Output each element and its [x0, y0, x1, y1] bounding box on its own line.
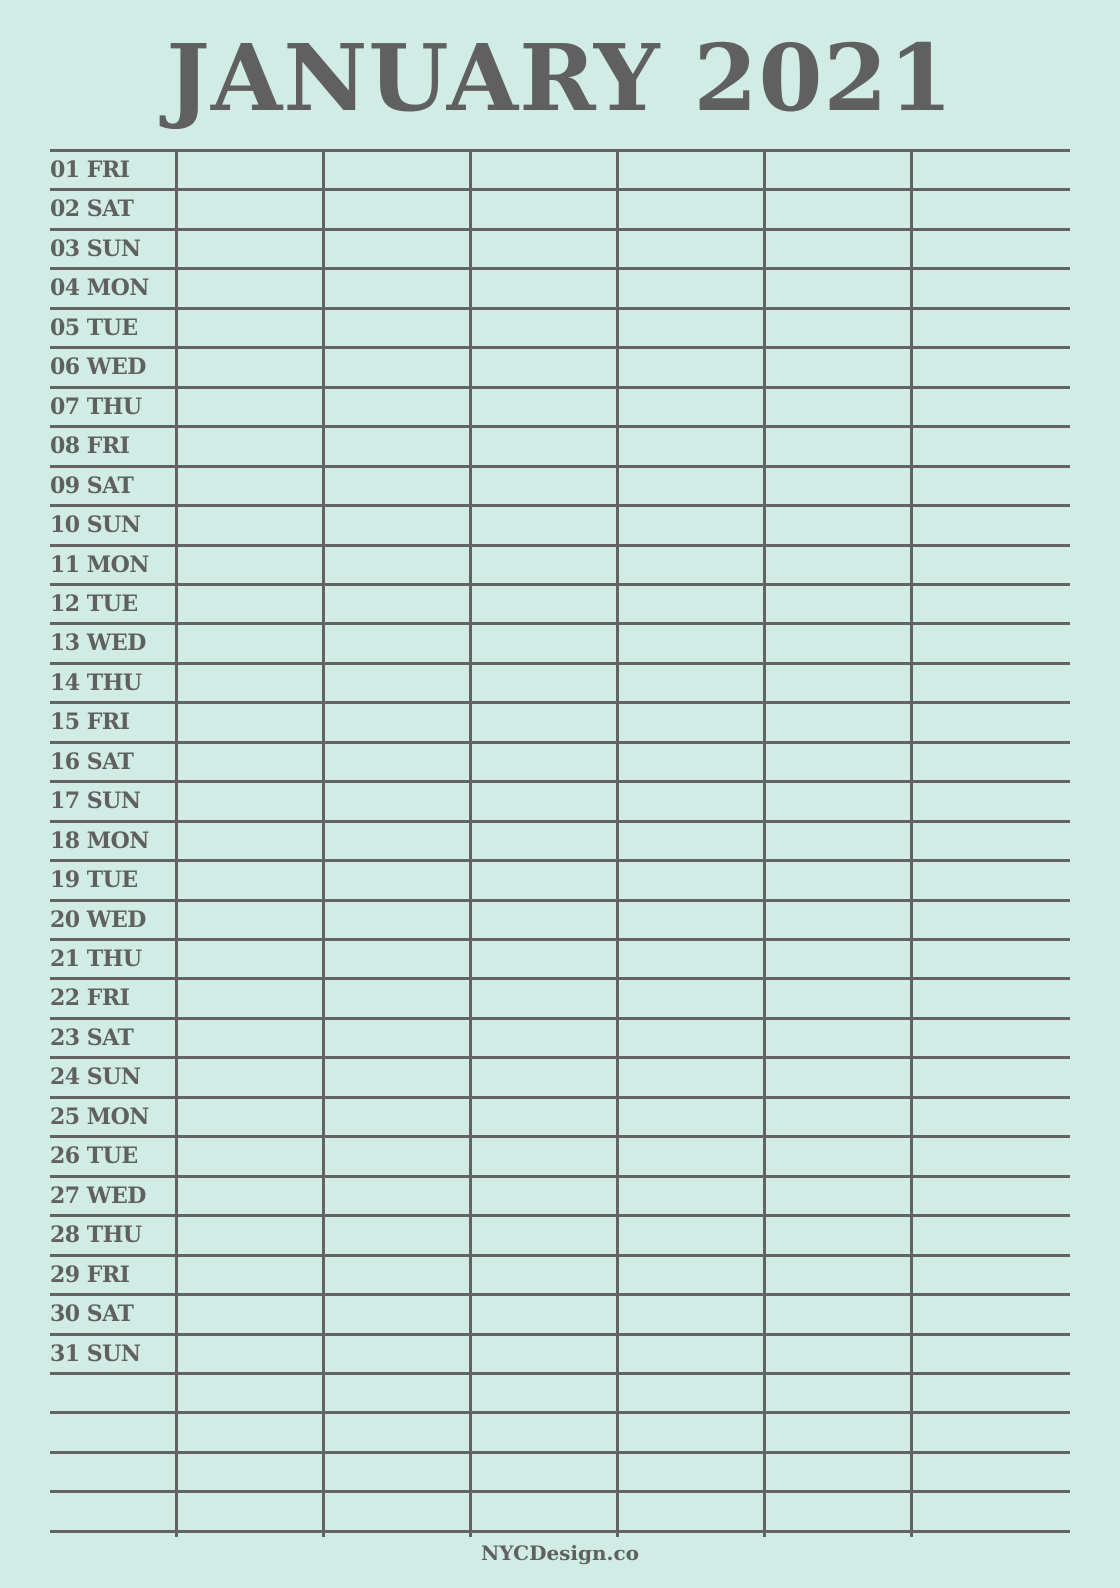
row-divider	[50, 307, 1070, 310]
day-label: 02 SAT	[50, 196, 134, 222]
day-label: 13 WED	[50, 630, 146, 656]
page-title: JANUARY 2021	[166, 24, 954, 132]
row-divider	[50, 1451, 1070, 1454]
row-divider	[50, 1056, 1070, 1059]
day-label: 21 THU	[50, 946, 142, 972]
row-divider	[50, 1135, 1070, 1138]
day-label: 23 SAT	[50, 1025, 134, 1051]
row-divider	[50, 583, 1070, 586]
row-divider	[50, 267, 1070, 270]
row-divider	[50, 741, 1070, 744]
day-label: 27 WED	[50, 1183, 146, 1209]
day-label: 29 FRI	[50, 1262, 130, 1288]
column-divider	[616, 150, 619, 1537]
column-divider	[175, 150, 178, 1537]
row-divider	[50, 1333, 1070, 1336]
row-divider	[50, 425, 1070, 428]
day-label: 16 SAT	[50, 749, 134, 775]
day-label: 24 SUN	[50, 1064, 141, 1090]
row-divider	[50, 1017, 1070, 1020]
day-label: 06 WED	[50, 354, 146, 380]
column-divider	[763, 150, 766, 1537]
day-label: 20 WED	[50, 907, 146, 933]
day-label: 26 TUE	[50, 1143, 138, 1169]
column-divider	[910, 150, 913, 1537]
row-divider	[50, 504, 1070, 507]
row-divider	[50, 1530, 1070, 1533]
day-label: 25 MON	[50, 1104, 149, 1130]
row-divider	[50, 1214, 1070, 1217]
day-label: 09 SAT	[50, 473, 134, 499]
row-divider	[50, 1372, 1070, 1375]
day-label: 12 TUE	[50, 591, 138, 617]
day-label: 01 FRI	[50, 157, 130, 183]
row-divider	[50, 662, 1070, 665]
row-divider	[50, 859, 1070, 862]
row-divider	[50, 346, 1070, 349]
row-divider	[50, 188, 1070, 191]
row-divider	[50, 149, 1070, 152]
day-label: 18 MON	[50, 828, 149, 854]
row-divider	[50, 465, 1070, 468]
row-divider	[50, 1490, 1070, 1493]
day-label: 28 THU	[50, 1222, 142, 1248]
row-divider	[50, 938, 1070, 941]
day-label: 10 SUN	[50, 512, 141, 538]
row-divider	[50, 1096, 1070, 1099]
day-label: 14 THU	[50, 670, 142, 696]
day-label: 05 TUE	[50, 315, 138, 341]
day-label: 31 SUN	[50, 1341, 141, 1367]
column-divider	[469, 150, 472, 1537]
row-divider	[50, 1175, 1070, 1178]
row-divider	[50, 899, 1070, 902]
row-divider	[50, 544, 1070, 547]
row-divider	[50, 1254, 1070, 1257]
day-label: 30 SAT	[50, 1301, 134, 1327]
day-label: 04 MON	[50, 275, 149, 301]
day-label: 08 FRI	[50, 433, 130, 459]
row-divider	[50, 977, 1070, 980]
day-label: 19 TUE	[50, 867, 138, 893]
day-label: 03 SUN	[50, 236, 141, 262]
day-label: 11 MON	[50, 552, 149, 578]
row-divider	[50, 780, 1070, 783]
row-divider	[50, 701, 1070, 704]
day-label: 17 SUN	[50, 788, 141, 814]
row-divider	[50, 1411, 1070, 1414]
day-label: 15 FRI	[50, 709, 130, 735]
row-divider	[50, 386, 1070, 389]
day-label: 07 THU	[50, 394, 142, 420]
column-divider	[322, 150, 325, 1537]
footer-credit: NYCDesign.co	[480, 1541, 640, 1565]
row-divider	[50, 1293, 1070, 1296]
row-divider	[50, 228, 1070, 231]
row-divider	[50, 820, 1070, 823]
row-divider	[50, 622, 1070, 625]
day-label: 22 FRI	[50, 985, 130, 1011]
